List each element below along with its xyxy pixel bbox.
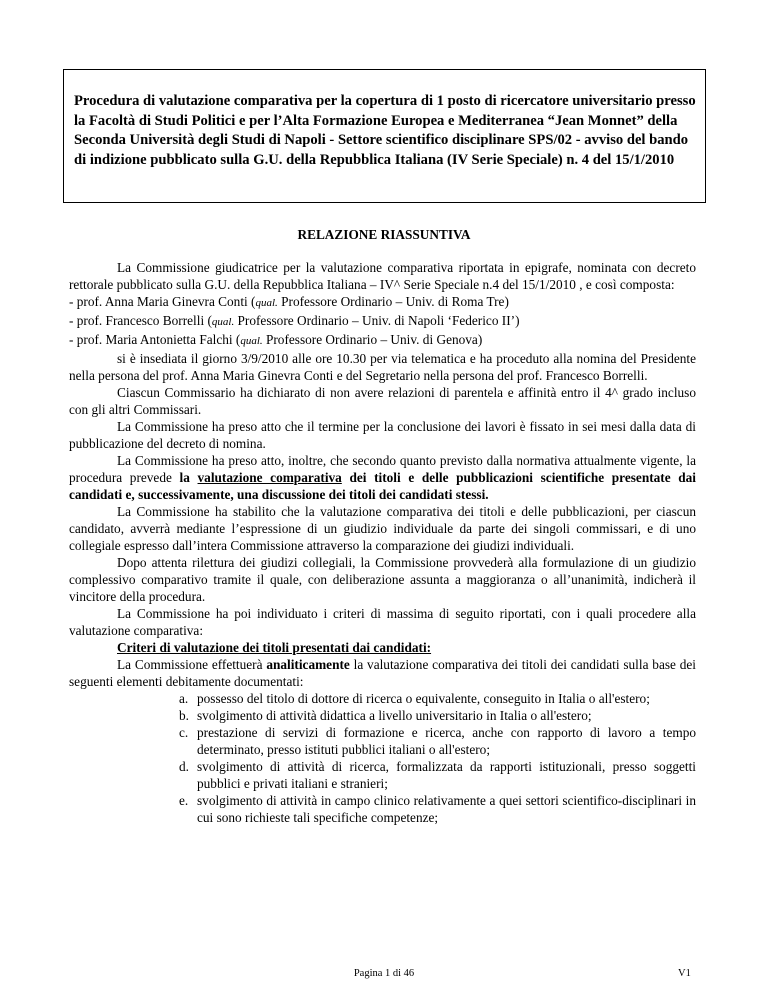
list-item: a. possesso del titolo di dottore di ricerca o equivalente, conseguito in Italia o all'estero;	[179, 691, 650, 706]
version-label: V1	[678, 968, 691, 979]
insediamento-paragraph: si è insediata il giorno 3/9/2010 alle ore 10.30 per via telematica e ha proceduto alla nomina del Presidente nella persona del prof. Anna Maria Ginevra Conti e del Segretario nella persona del prof. Francesco Borrelli.	[69, 351, 696, 383]
title-box	[63, 69, 706, 203]
list-item: d. svolgimento di attività di ricerca, formalizzata da rapporti istituzionali, presso soggetti pubblici e privati italiani e stranieri;	[179, 759, 696, 791]
criteria-heading: Criteri di valutazione dei titoli presentati dai candidati:	[117, 640, 432, 655]
document-body	[69, 259, 696, 826]
criteria-list	[69, 690, 696, 826]
document-title: Procedura di valutazione comparativa per la copertura di 1 posto di ricercatore universitario presso la Facoltà di Studi Politici e per l’Alta Formazione Europea e Mediterranea “Jean Monnet” della Seconda Università degli Studi di Napoli - Settore scientifico disciplinare SPS/02 - avviso del bando di indizione pubblicato sulla G.U. della Repubblica Italiana (IV Serie Speciale) n. 4 del 15/1/2010	[74, 93, 696, 168]
intro-paragraph: La Commissione giudicatrice per la valutazione comparativa riportata in epigrafe, nominata con decreto rettorale pubblicato sulla G.U. della Repubblica Italiana – IV^ Serie Speciale n.4 del 15/1/2010 , e così composta:	[69, 260, 696, 292]
section-heading: RELAZIONE RIASSUNTIVA	[297, 227, 471, 242]
commission-member: - prof. Francesco Borrelli (qual. Professore Ordinario – Univ. di Napoli ‘Federico II’)	[69, 313, 520, 328]
effettuera-paragraph: La Commissione effettuerà analiticamente la valutazione comparativa dei titoli dei candidati sulla base dei seguenti elementi debitamente documentati:	[69, 657, 696, 689]
list-item: c. prestazione di servizi di formazione e ricerca, anche con rapporto di lavoro a tempo determinato, presso istituti pubblici italiani o all'estero;	[179, 725, 696, 757]
normativa-paragraph: La Commissione ha preso atto, inoltre, che secondo quanto previsto dalla normativa attualmente vigente, la procedura prevede la valutazione comparativa dei titoli e delle pubblicazioni scientifiche presentate dai candidati e, successivamente, una discussione dei titoli dei candidati stessi.	[69, 453, 697, 502]
termine-paragraph: La Commissione ha preso atto che il termine per la conclusione dei lavori è fissato in sei mesi dalla data di pubblicazione del decreto di nomina.	[69, 419, 696, 451]
parentela-paragraph: Ciascun Commissario ha dichiarato di non avere relazioni di parentela e affinità entro il 4^ grado incluso con gli altri Commissari.	[69, 385, 696, 417]
commission-member: - prof. Anna Maria Ginevra Conti (qual. Professore Ordinario – Univ. di Roma Tre)	[69, 294, 509, 309]
commission-member: - prof. Maria Antonietta Falchi (qual. Professore Ordinario – Univ. di Genova)	[69, 332, 483, 347]
list-item: e. svolgimento di attività in campo clinico relativamente a quei settori scientifico-disciplinari in cui sono richieste tali specifiche competenze;	[179, 793, 696, 825]
criteri-intro-paragraph: La Commissione ha poi individuato i criteri di massima di seguito riportati, con i quali procedere alla valutazione comparativa:	[69, 606, 696, 638]
rilettura-paragraph: Dopo attenta rilettura dei giudizi collegiali, la Commissione provvederà alla formulazione di un giudizio complessivo comparativo tramite il quale, con deliberazione assunta a maggioranza o all’unanimità, indicherà il vincitore della procedura.	[69, 555, 696, 604]
stabilito-paragraph: La Commissione ha stabilito che la valutazione comparativa dei titoli e delle pubblicazioni, per ciascun candidato, avverrà mediante l’espressione di un giudizio individuale da parte dei singoli commissari, e di uno collegiale espresso dall’intera Commissione attraverso la comparazione dei giudizi individuali.	[69, 504, 696, 553]
page-number: Pagina 1 di 46	[353, 968, 415, 979]
list-item: b. svolgimento di attività didattica a livello universitario in Italia o all'estero;	[179, 708, 592, 723]
